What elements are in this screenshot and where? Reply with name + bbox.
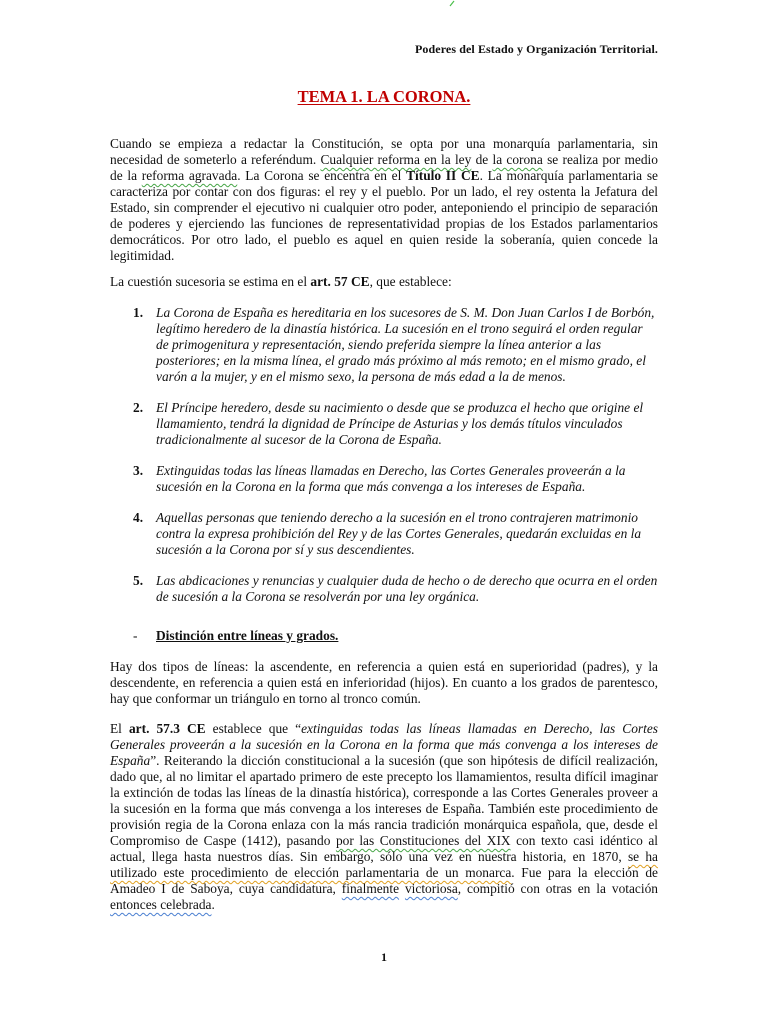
section-heading xyxy=(133,628,338,644)
green-check-mark xyxy=(448,0,462,7)
list-number: 2. xyxy=(133,400,144,415)
article-57-3-paragraph xyxy=(110,721,658,913)
text-run: Cuando se empieza a redactar la Constitución, se opta por una monarquía parlamentaria, sin necesidad de someterlo a referéndum. xyxy=(110,136,658,167)
list-item xyxy=(110,400,658,448)
text-run: establece que “ xyxy=(205,721,302,736)
italic-quote: extinguidas todas las líneas llamadas en Derecho, las Cortes Generales proveerán a la sucesión en la Corona en la forma que más convenga a los intereses de España xyxy=(110,721,658,768)
grammar-flag[interactable]: reforma agravada xyxy=(141,168,238,183)
spelling-flag[interactable]: finalmente xyxy=(341,881,400,896)
list-item xyxy=(110,573,658,605)
list-text: La Corona de España es hereditaria en los sucesores de S. M. Don Juan Carlos I de Borbón, legítimo heredero de la dinastía histórica. La sucesión en el trono seguirá el orden regular de primogenitura y representación, siendo preferida siempre la línea anterior a las posteriores; en la misma línea, el grado más próximo al más remoto; en el mismo grado, el varón a la mujer, y en el mismo sexo, la persona de más edad a la de menos. xyxy=(156,305,655,384)
text-run: , que establece: xyxy=(369,274,452,289)
list-item xyxy=(110,305,658,385)
text-run: . La Corona se encentra en el xyxy=(237,168,407,183)
intro-paragraph xyxy=(110,136,658,264)
list-text: Las abdicaciones y renuncias y cualquier duda de hecho o de derecho que ocurra en el orden de sucesión a la Corona se resolverán por una ley orgánica. xyxy=(156,573,658,604)
bold-reference: art. 57 CE xyxy=(310,274,370,289)
bullet-dash: - xyxy=(133,628,138,643)
text-run: con texto casi idéntico al actual, llega hasta nuestros días. Sin embargo, sólo una vez en nuestra historia, en 1870, xyxy=(110,833,659,864)
text-run: . Fue para la elección de Amadeo I de Saboya, cuya candidatura, xyxy=(110,865,658,896)
bold-reference: Título II CE xyxy=(406,168,480,183)
grammar-flag[interactable]: la corona xyxy=(492,152,543,167)
article-57-list xyxy=(110,305,658,620)
succession-paragraph xyxy=(110,274,658,290)
document-title: TEMA 1. LA CORONA. xyxy=(297,87,471,106)
text-run: ”. Reiterando la dicción constitucional a la sucesión (que son hipótesis de difícil realización, dado que, al no limitar el apartado primero de este precepto los llamamientos, resulta difícil imaginar la extinción de todas las líneas de la dinastía histórica), corresponde a las Cortes Generales proveer a la sucesión en la forma que más convenga a los intereses de España. También este procedimiento de provisión regia de la Corona enlaza con la más rancia tradición monárquica española, que, desde el Compromiso de Caspe (1412), pasando xyxy=(110,753,658,848)
list-number: 5. xyxy=(133,573,144,588)
spelling-flag[interactable]: victoriosa xyxy=(404,881,458,896)
text-run: se realiza por medio de la xyxy=(110,152,658,183)
text-run: La cuestión sucesoria se estima en el xyxy=(110,274,311,289)
list-text: Extinguidas todas las líneas llamadas en Derecho, las Cortes Generales proveerán a la sucesión en la Corona en la forma que más convenga a los intereses de España. xyxy=(156,463,626,494)
text-run: . xyxy=(211,897,215,912)
list-number: 4. xyxy=(133,510,144,525)
running-header: Poderes del Estado y Organización Territorial. xyxy=(414,42,658,56)
list-number: 3. xyxy=(133,463,144,478)
text-run: El xyxy=(110,721,129,736)
section-heading-text: Distinción entre líneas y grados. xyxy=(156,628,339,643)
list-text: El Príncipe heredero, desde su nacimiento o desde que se produzca el hecho que origine el llamamiento, tendrá la dignidad de Príncipe de Asturias y los demás títulos vinculados tradicionalmente al sucesor de la Corona de España. xyxy=(156,400,644,447)
bold-reference: art. 57.3 CE xyxy=(128,721,206,736)
page-number: 1 xyxy=(381,950,387,964)
grammar-flag[interactable]: Cualquier reforma en la ley xyxy=(320,152,472,167)
list-text: Aquellas personas que teniendo derecho a la sucesión en el trono contrajeren matrimonio contra la expresa prohibición del Rey y de las Cortes Generales, quedarán excluidas en la sucesión a la Corona por sí y sus descendientes. xyxy=(156,510,642,557)
spelling-flag[interactable]: entonces celebrada xyxy=(110,897,212,912)
list-item xyxy=(110,510,658,558)
lines-paragraph: Hay dos tipos de líneas: la ascendente, en referencia a quien está en superioridad (padres), y la descendente, en referencia a quien está en inferioridad (hijos). En cuanto a los grados de parentesco, hay que conformar un triángulo en torno al tronco común. xyxy=(110,659,658,706)
text-run: , compitió con otras en la votación xyxy=(457,881,658,896)
grammar-flag[interactable]: por las Constituciones del XIX xyxy=(335,833,511,848)
text-run: de xyxy=(471,152,493,167)
style-flag[interactable]: se ha utilizado este procedimiento de elección parlamentaria de un monarca xyxy=(110,849,658,880)
text-run: . La monarquía parlamentaria se caracteriza por contar con dos figuras: el rey y el pueblo. Por un lado, el rey ostenta la Jefatura del Estado, sin comprender el ejecutivo ni cualquier otro poder, anteponiendo el principio de separación de poderes y ejerciendo las funciones de representatividad propias de los Estados parlamentarios democráticos. Por otro lado, el pueblo es aquel en quien reside la soberanía, quien concede la legitimidad. xyxy=(110,168,659,263)
list-item xyxy=(110,463,658,495)
list-number: 1. xyxy=(133,305,144,320)
